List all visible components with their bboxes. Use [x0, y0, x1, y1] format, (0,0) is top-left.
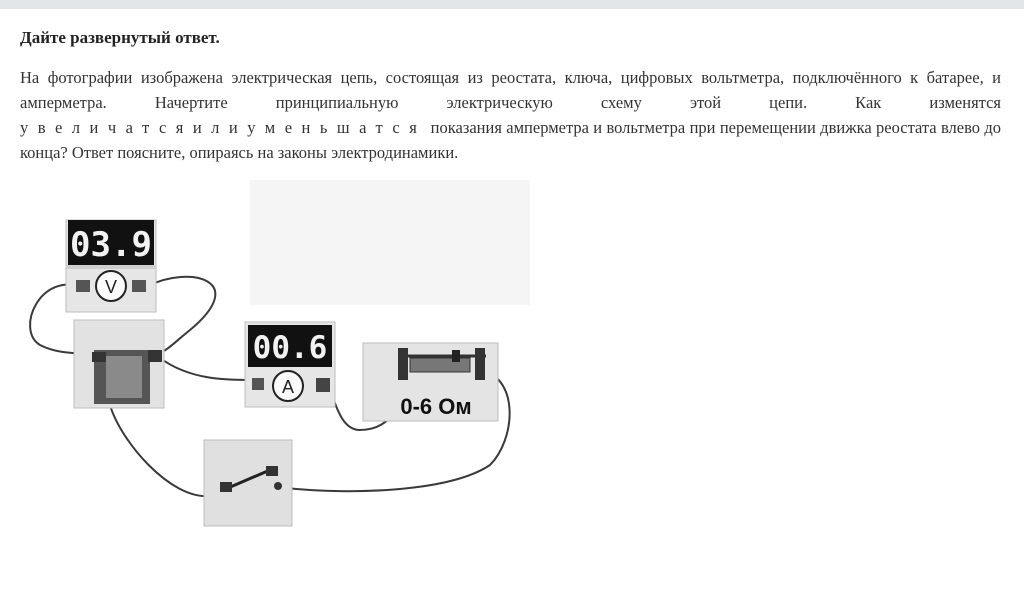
switch-key [204, 440, 292, 526]
rheostat [363, 343, 498, 421]
task-heading: Дайте развернутый ответ. [20, 28, 220, 47]
ammeter-display: 00.6 [252, 330, 328, 366]
task-text-part1: На фотографии изображена электрическая цепь, состоящая из реостата, ключа, цифровых вольтметра, подключённого к батарее, и амперметра. Начертите принципиальную электрическую схему этой цепи. Как изменятся [20, 68, 1001, 112]
task-text-spaced: увеличатсяилиуменьшатся [20, 118, 427, 137]
voltmeter-symbol: V [104, 277, 118, 297]
voltmeter [66, 220, 156, 312]
rheostat-label: 0-6 Ом [400, 394, 472, 419]
battery [74, 320, 164, 408]
ammeter [245, 322, 335, 407]
top-bar [0, 0, 1024, 9]
task-text-part2: показания амперметра и вольтметра при перемещении движка реостата влево до конца? Ответ поясните, опираясь на законы электродинамики. [20, 118, 1002, 162]
task-text [20, 65, 1001, 165]
ammeter-symbol: A [281, 377, 295, 397]
voltmeter-display: 03.9 [70, 225, 152, 265]
circuit-photo [20, 180, 540, 560]
